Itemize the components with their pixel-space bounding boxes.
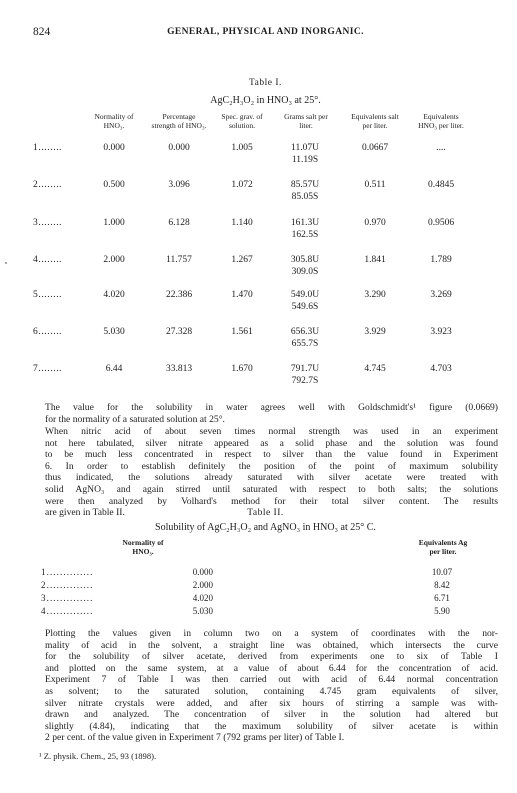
table-cell-grams-s: 85.05S — [291, 192, 319, 202]
table-row-index: 1........ — [33, 143, 63, 153]
table-cell-spec-grav: 1.267 — [231, 255, 253, 265]
table-cell-percentage: 3.096 — [168, 180, 190, 190]
table-cell-spec-grav: 1.005 — [231, 143, 253, 153]
table-cell-equiv-ag: 8.42 — [434, 580, 450, 590]
page-number: 824 — [33, 26, 51, 38]
table2-col-normality: Normality of HNO₃. — [122, 538, 164, 556]
text-line: for the solubility of silver acetate, derived from experiments one to six of Table I — [45, 651, 498, 663]
table-cell-spec-grav: 1.140 — [231, 218, 253, 228]
table1-col-percentage: Percentage strength of HNO₃. — [151, 112, 207, 130]
text-line: 6. In order to establish definitely the position of the point of maximum solubility — [45, 460, 498, 472]
text-line: for the normality of a saturated solution at 25°. — [45, 413, 225, 425]
table-cell-normality: 5.030 — [192, 606, 213, 616]
table-cell-normality: 4.020 — [103, 290, 125, 300]
table-row-index: 2........ — [33, 180, 63, 190]
text-line: were then analyzed by Volhard's method for their total silver content. The results — [45, 495, 498, 507]
table-cell-grams-s: 549.6S — [291, 302, 319, 312]
table-cell-equiv-hno3: .... — [436, 143, 446, 153]
table-cell-equiv-ag: 6.71 — [434, 593, 450, 603]
table1-col-equiv-hno3: Equivalents HNO₃ per liter. — [418, 112, 464, 130]
table-cell-grams-u: 656.3U — [290, 327, 320, 337]
text-line: mality of acid in the solvent, a straight line was obtained, which intersects the curve — [45, 639, 498, 651]
page-header — [33, 26, 498, 42]
table-row-index: 7........ — [33, 364, 63, 374]
table-cell-normality: 2.000 — [192, 580, 213, 590]
table-cell-normality: 5.030 — [103, 327, 125, 337]
table-cell-equiv-salt: 0.511 — [364, 180, 386, 190]
table-cell-equiv-hno3: 0.4845 — [427, 180, 455, 190]
paragraph-3 — [33, 628, 498, 744]
table-cell-percentage: 11.757 — [166, 255, 192, 265]
table-cell-equiv-hno3: 3.923 — [430, 327, 452, 337]
table-cell-equiv-salt: 4.745 — [364, 364, 386, 374]
table-cell-equiv-hno3: 3.269 — [430, 290, 452, 300]
table1-col-spec-grav: Spec. grav. of solution. — [221, 112, 263, 130]
table-row-index: 6........ — [33, 327, 63, 337]
table-row-index: 3.............. — [41, 593, 94, 603]
table-cell-percentage: 6.128 — [168, 218, 190, 228]
table-cell-normality: 2.000 — [103, 255, 125, 265]
table1-subtitle: AgC₂H₃O₂ in HNO₃ at 25°. — [210, 95, 321, 106]
text-line: drawn and analyzed. The concentration of silver in the solution had altered but — [45, 709, 498, 721]
table-cell-grams-u: 305.8U — [290, 255, 320, 265]
table2-col-equiv-ag: Equivalents Ag per liter. — [418, 538, 468, 556]
text-line: 2 per cent. of the value given in Experiment 7 (792 grams per liter) of Table I. — [45, 732, 345, 744]
table-cell-percentage: 27.328 — [165, 327, 193, 337]
footnote: ¹ Z. physik. Chem., 25, 93 (1898). — [39, 751, 157, 761]
table-cell-spec-grav: 1.470 — [231, 290, 253, 300]
table-cell-equiv-salt: 0.0667 — [361, 143, 389, 153]
table1-col-grams: Grams salt per liter. — [284, 112, 328, 130]
table-cell-percentage: 33.813 — [165, 364, 193, 374]
table-cell-normality: 4.020 — [192, 593, 213, 603]
table-cell-normality: 0.500 — [103, 180, 125, 190]
table-cell-grams-s: 309.0S — [291, 267, 319, 277]
text-line: When nitric acid of about seven times normal strength was used in an experiment — [45, 426, 498, 437]
table-cell-equiv-hno3: 1.789 — [430, 255, 452, 265]
table-row-index: 3........ — [33, 218, 63, 228]
table-cell-equiv-salt: 1.841 — [364, 255, 386, 265]
table-row-index: 4........ — [33, 255, 63, 265]
text-line: Plotting the values given in column two on a system of coordinates with the nor- — [45, 628, 498, 639]
running-title: GENERAL, PHYSICAL AND INORGANIC. — [167, 27, 364, 37]
table-cell-equiv-hno3: 0.9506 — [427, 218, 455, 228]
table2-subtitle: Solubility of AgC₂H₃O₂ and AgNO₃ in HNO₃ at 25° C. — [155, 522, 376, 533]
table-cell-percentage: 22.386 — [165, 290, 193, 300]
paragraph-1 — [33, 402, 498, 425]
table-cell-grams-u: 85.57U — [290, 180, 320, 190]
text-line: and plotted on the same system, at a value of about 6.44 for the concentration of acid. — [45, 662, 498, 674]
table-cell-normality: 0.000 — [192, 567, 213, 577]
table-cell-percentage: 0.000 — [168, 143, 190, 153]
text-line: slightly (4.84), indicating that the maximum solubility of silver acetate is within — [45, 720, 498, 732]
table-cell-equiv-hno3: 4.703 — [430, 364, 452, 374]
table-cell-grams-s: 11.19S — [291, 155, 319, 165]
table-row-index: 5........ — [33, 290, 63, 300]
table1-col-equiv-salt: Equivalents salt per liter. — [351, 112, 399, 130]
table1-label: Table I. — [249, 78, 282, 88]
text-line: solid AgNO₃ and again stirred until saturated with respect to both salts; the solutions — [45, 483, 498, 495]
table-row-index: 1.............. — [41, 567, 94, 577]
table-row-index: 2.............. — [41, 580, 94, 590]
table-cell-spec-grav: 1.561 — [231, 327, 253, 337]
table1-col-normality: Normality of HNO₃. — [94, 112, 134, 130]
table-cell-normality: 1.000 — [103, 218, 125, 228]
table-cell-grams-u: 161.3U — [290, 218, 320, 228]
stray-mark — [5, 262, 7, 264]
text-line: thus indicated, the solutions already saturated with silver acetate were treated with — [45, 472, 498, 484]
table-row-index: 4.............. — [41, 606, 94, 616]
text-line: not here tabulated, silver nitrate appeared as a solid phase and the solution was found — [45, 437, 498, 449]
table-cell-equiv-ag: 10.07 — [431, 567, 453, 577]
table-cell-spec-grav: 1.670 — [231, 364, 253, 374]
table-cell-normality: 0.000 — [103, 143, 125, 153]
table2-label: Table II. — [247, 508, 284, 518]
table-cell-equiv-ag: 5.90 — [434, 606, 450, 616]
text-line: are given in Table II. — [45, 507, 125, 519]
table-cell-normality: 6.44 — [105, 364, 123, 374]
table-cell-grams-u: 791.7U — [290, 364, 320, 374]
table-cell-equiv-salt: 0.970 — [364, 218, 386, 228]
table-cell-grams-s: 655.7S — [291, 339, 319, 349]
table-cell-spec-grav: 1.072 — [231, 180, 253, 190]
table-cell-grams-u: 11.07U — [291, 143, 319, 153]
table-cell-equiv-salt: 3.290 — [364, 290, 386, 300]
text-line: Experiment 7 of Table I was then carried out with acid of 6.44 normal concentration — [45, 674, 498, 686]
paragraph-2 — [33, 426, 498, 519]
table-cell-equiv-salt: 3.929 — [364, 327, 386, 337]
table-cell-grams-s: 792.7S — [291, 376, 319, 386]
table-cell-grams-s: 162.5S — [291, 230, 319, 240]
text-line: to be much less concentrated in respect to silver than the value found in Experiment — [45, 449, 498, 461]
text-line: The value for the solubility in water agrees well with Goldschmidt's¹ figure (0.0669) — [45, 402, 498, 413]
text-line: silver nitrate crystals were added, and after six hours of stirring a sample was with- — [45, 697, 498, 709]
table-cell-grams-u: 549.0U — [290, 290, 320, 300]
text-line: as solvent; to the saturated solution, containing 4.745 gram equivalents of silver, — [45, 685, 498, 697]
